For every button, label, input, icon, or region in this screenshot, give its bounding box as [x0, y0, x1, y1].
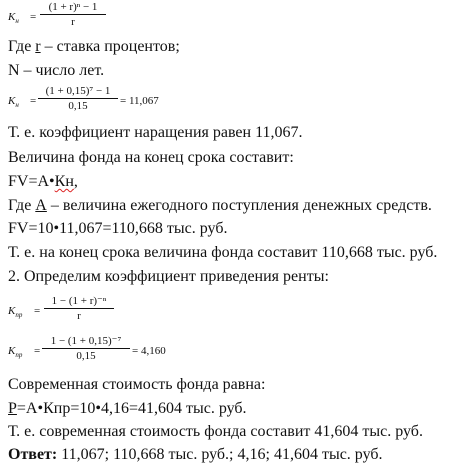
text-pv-calculation: P=A•Кпр=10•4,16=41,604 тыс. руб.: [8, 400, 247, 417]
text-pv-label: Современная стоимость фонда равна:: [8, 376, 266, 393]
formula-result: = 11,067: [120, 95, 159, 107]
formula-accumulation-coefficient: [8, 2, 128, 32]
numerator: 1 − (1 + r)⁻ⁿ: [51, 295, 107, 307]
formula-result: = 4,160: [132, 345, 166, 357]
denominator: 0,15: [68, 100, 88, 112]
formula-lhs: $K_н$: [8, 11, 19, 25]
fraction-bar: [40, 14, 106, 15]
formula-lhs: $K_{пр}$: [8, 305, 23, 319]
text-fund-end-label: Величина фонда на конец срока составит:: [8, 149, 294, 166]
fraction-bar: [44, 308, 114, 309]
formula-lhs: $K_{пр}$: [8, 345, 23, 359]
text-fv-calculation: FV=10•11,067=110,668 тыс. руб.: [8, 220, 228, 237]
fraction-bar: [38, 98, 118, 99]
fraction: [38, 86, 118, 112]
fraction: [42, 336, 130, 362]
equals-sign: =: [34, 345, 41, 357]
fraction: [44, 296, 114, 322]
text-step-2: 2. Определим коэффициент приведения ренты:: [8, 268, 329, 285]
text-answer: Ответ: 11,067; 110,668 тыс. руб.; 4,16; 41,604 тыс. руб.: [8, 446, 383, 463]
equals-sign: =: [34, 305, 41, 317]
text-pv-result: Т. е. современная стоимость фонда составит 41,604 тыс. руб.: [8, 423, 423, 440]
numerator: (1 + r)ⁿ − 1: [48, 1, 98, 13]
formula-lhs: $K_н$: [8, 95, 19, 109]
denominator: r: [77, 310, 81, 322]
text-coefficient-result: Т. е. коэффициент наращения равен 11,067.: [8, 124, 303, 141]
text-n-years: N – число лет.: [8, 62, 105, 79]
formula-discount-calc: [8, 336, 178, 368]
text-where-r: Где r – ставка процентов;: [8, 38, 180, 55]
fraction-bar: [42, 348, 130, 349]
fraction: [40, 2, 106, 28]
numerator: (1 + 0,15)⁷ − 1: [45, 85, 111, 97]
numerator: 1 − (1 + 0,15)⁻⁷: [50, 335, 122, 347]
denominator: 0,15: [76, 350, 96, 362]
formula-discount-coefficient: [8, 296, 128, 326]
formula-accumulation-calc: [8, 86, 178, 118]
text-where-a: Где А – величина ежегодного поступления денежных средств.: [8, 197, 432, 214]
text-fund-result: Т. е. на конец срока величина фонда составит 110,668 тыс. руб.: [8, 244, 438, 261]
text-fv-formula: FV=A•Кн,: [8, 173, 78, 190]
denominator: r: [71, 16, 75, 28]
equals-sign: =: [30, 11, 37, 23]
equals-sign: =: [30, 95, 37, 107]
